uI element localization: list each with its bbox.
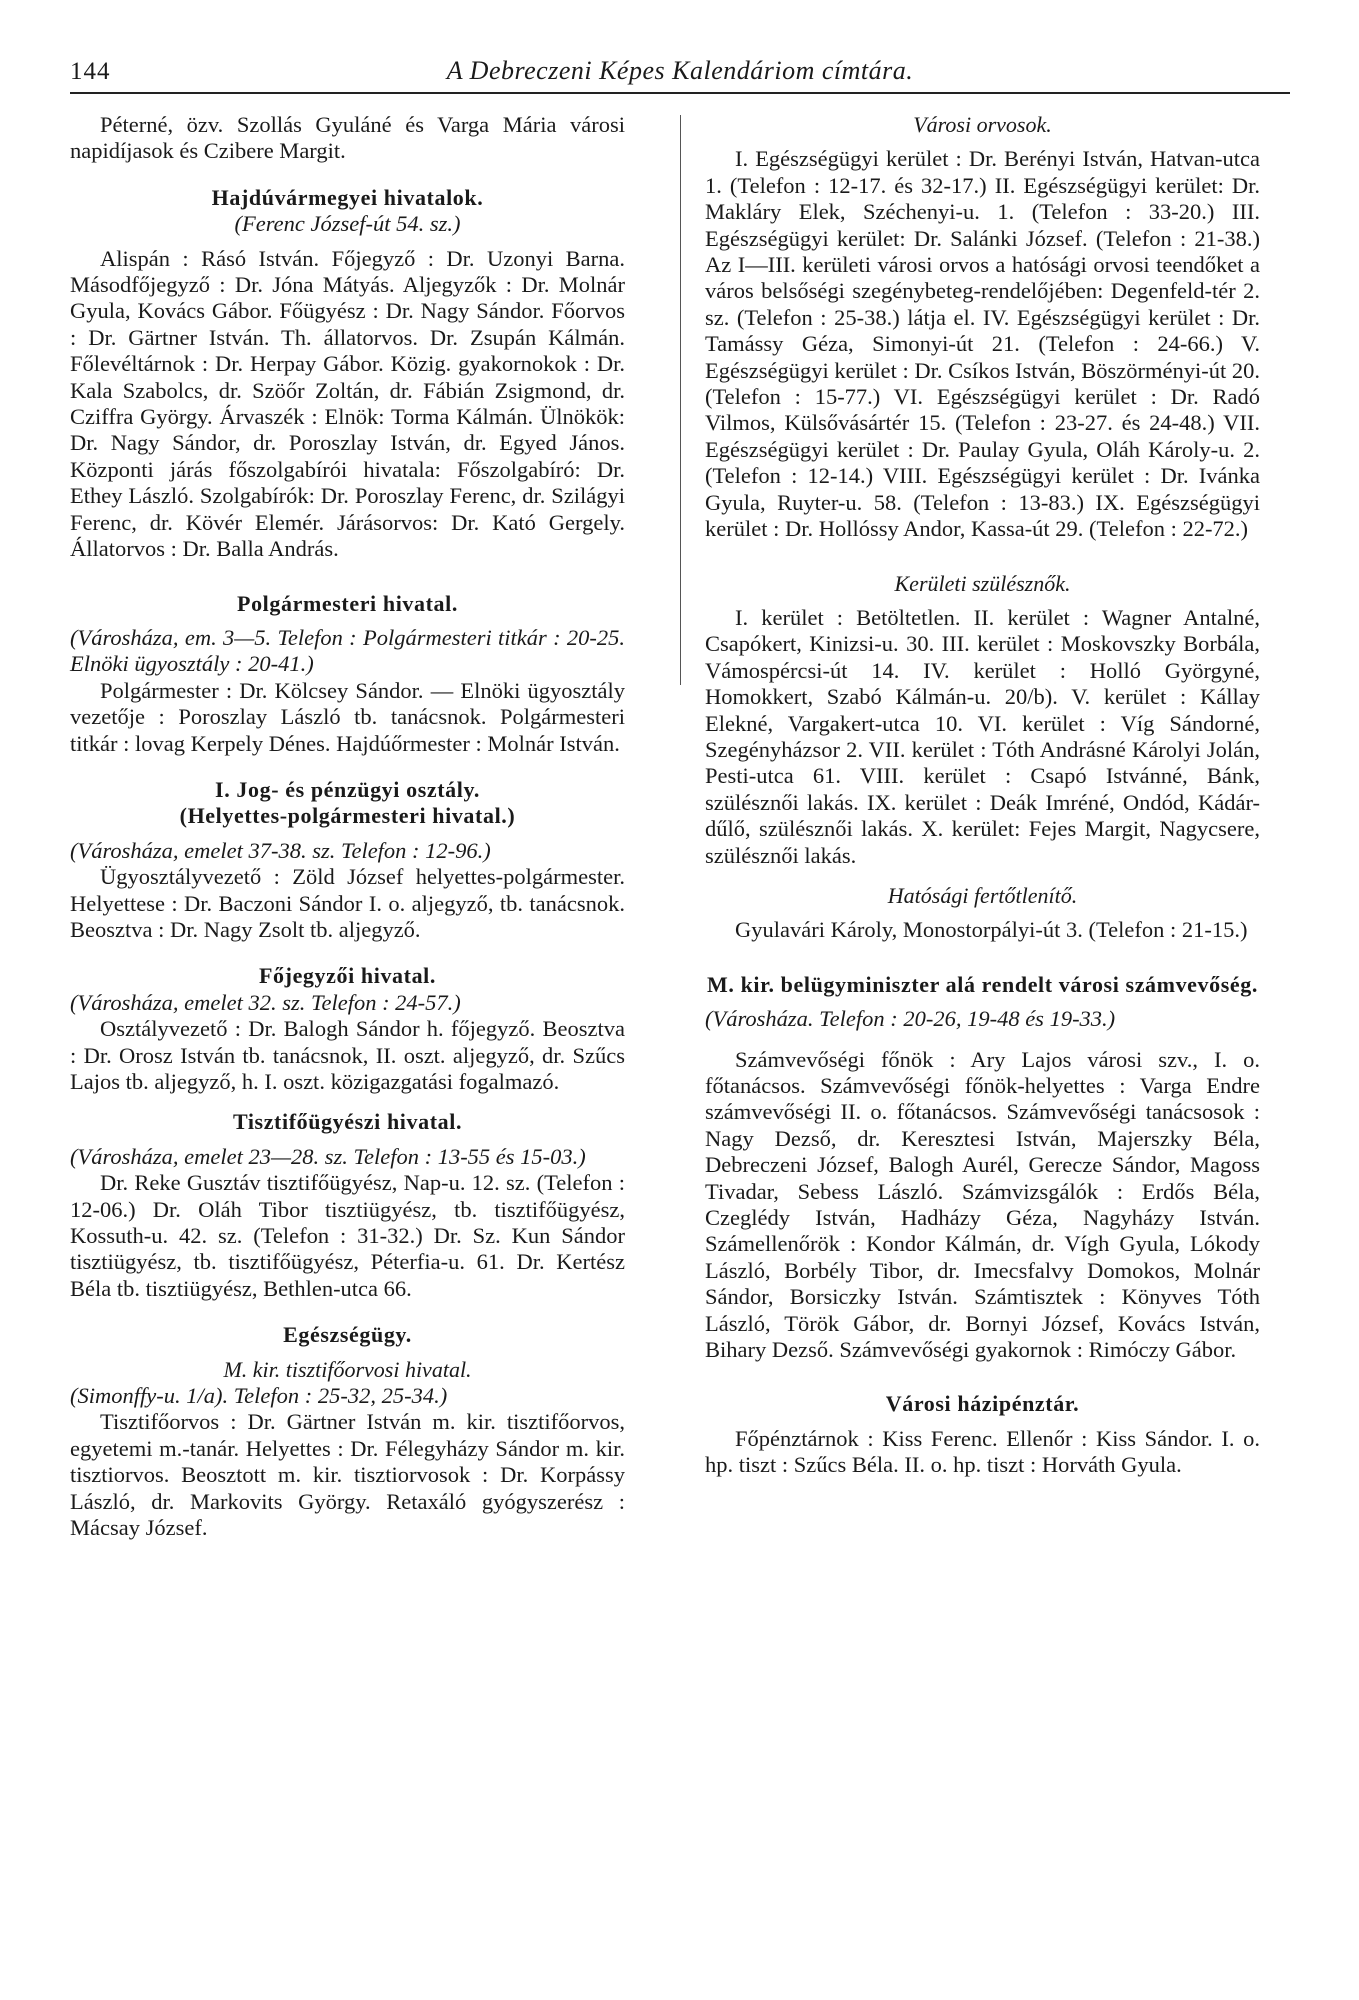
address-polgarmesteri: (Városháza, em. 3—5. Telefon : Polgármesteri titkár : 20-25. Elnöki ügyosztály : 20-41.): [70, 624, 625, 677]
header-rule: [70, 92, 1290, 94]
paragraph-fertotlenito: Gyulavári Károly, Monostorpályi-út 3. (Telefon : 21-15.): [735, 917, 1248, 943]
paragraph-hajdu: Alispán : Rásó István. Főjegyző : Dr. Uzonyi Barna. Másodfőjegyző : Dr. Jóna Mátyás. Aljegyzők : Dr. Molnár Gyula, Kovács Gábor. Főügyész : Dr. Nagy Sándor. Főorvos : Dr. Gärtner István. Th. állatorvos. Dr. Zsupán Kálmán. Főlevéltárnok : Dr. Herpay Gábor. Közig. gyakornokok : Dr. Kala Szabolcs, dr. Szöőr Zoltán, dr. Fábián Zsigmond, dr. Cziffra György. Árvaszék : Elnök: Torma Kálmán. Ülnökök: Dr. Nagy Sándor, dr. Poroszlay István, dr. Egyed János. Központi járás főszolgabírói hivatala: Főszolgabíró: Dr. Ethey László. Szolgabírók: Dr. Poroszlay Ferenc, dr. Szilágyi Ferenc, dr. Kövér Elemér. Járásorvos: Dr. Kató Gergely. Állatorvos : Dr. Balla András.: [70, 245, 625, 562]
address-fojegyzoi: (Városháza, emelet 32. sz. Telefon : 24-57.): [70, 989, 461, 1015]
address-tisztifougyeszi: (Városháza, emelet 23—28. sz. Telefon : 13-55 és 15-03.): [70, 1143, 586, 1169]
section-subheading-egeszsegugy: M. kir. tisztifőorvosi hivatal.: [223, 1356, 472, 1382]
section-heading-varosi-orvosok: Városi orvosok.: [913, 112, 1052, 137]
section-heading-szulesznok: Kerületi szülésznők.: [894, 570, 1071, 596]
paragraph-polgarmesteri: Polgármester : Dr. Kölcsey Sándor. — Elnöki ügyosztály vezetője : Poroszlay László tb. tanácsnok. Polgármesteri titkár : lovag Kerpely Dénes. Hajdúőrmester : Molnár István.: [70, 677, 625, 756]
paragraph-fojegyzoi: Osztályvezető : Dr. Balogh Sándor h. főjegyző. Beosztva : Dr. Orosz István tb. tanácsnok, II. oszt. aljegyző, dr. Szűcs Lajos tb. aljegyző, h. I. oszt. közigazgatási fogalmazó.: [70, 1016, 625, 1094]
section-heading-szamvevoseg: M. kir. belügyminiszter alá rendelt városi számvevőség.: [707, 971, 1258, 997]
section-heading-jog: I. Jog- és pénzügyi osztály.: [215, 776, 480, 802]
column-divider: [680, 115, 681, 685]
section-heading-hajdu: Hajdúvármegyei hivatalok.: [211, 184, 484, 210]
paragraph-hazipenztar: Főpénztárnok : Kiss Ferenc. Ellenőr : Kiss Sándor. I. o. hp. tiszt : Szűcs Béla. II. o. hp. tiszt : Horváth Gyula.: [705, 1425, 1260, 1478]
section-heading-polgarmesteri: Polgármesteri hivatal.: [237, 590, 458, 616]
section-heading-hazipenztar: Városi házipénztár.: [885, 1391, 1080, 1417]
section-heading-fojegyzoi: Főjegyzői hivatal.: [259, 963, 436, 989]
address-hajdu: (Ferenc József-út 54. sz.): [234, 211, 461, 237]
paragraph-szamvevoseg: Számvevőségi főnök : Ary Lajos városi szv., I. o. főtanácsos. Számvevőségi főnök-helyettes : Varga Endre számvevőségi II. o. főtanácsos. Számvevőségi tanácsosok : Nagy Dezső, dr. Keresztesi István, Majerszky Béla, Debreczeni József, Balogh Aurél, Gerecze Sándor, Magoss Tivadar, Sebess László. Számvizsgálók : Erdős Béla, Czeglédy István, Hadházy Géza, Nagyházy István. Számellenőrök : Kondor Kálmán, dr. Vígh Gyula, Lókody László, Borbély Tibor, dr. Imecsfalvy Domokos, Molnár Sándor, Borsiczky István. Számtisztek : Könyves Tóth László, Török Gábor, dr. Bornyi József, Kovács István, Bihary Dezső. Számvevőségi gyakornok : Rimóczy Gábor.: [705, 1046, 1260, 1363]
running-title: A Debreczeni Képes Kalendáriom címtára.: [446, 56, 914, 85]
section-heading-fertotlenito: Hatósági fertőtlenítő.: [887, 882, 1078, 908]
paragraph-jog: Ügyosztályvezető : Zöld József helyettes-polgármester. Helyettese : Dr. Baczoni Sándor I. o. aljegyző, tb. tanácsnok. Beosztva : Dr. Nagy Zsolt tb. aljegyző.: [70, 864, 625, 942]
page-header: [70, 52, 1290, 92]
section-subheading-jog: (Helyettes-polgármesteri hivatal.): [179, 803, 516, 829]
section-heading-tisztifougyeszi: Tisztifőügyészi hivatal.: [232, 1109, 463, 1135]
paragraph-egeszsegugy: Tisztifőorvos : Dr. Gärtner István m. kir. tisztifőorvos, egyetemi m.-tanár. Helyettes : Dr. Félegyházy Sándor m. kir. tisztiorvos. Beosztott m. kir. tisztiorvosok : Dr. Korpássy László, dr. Markovits György. Retaxáló gyógyszerész : Mácsay József.: [70, 1409, 625, 1541]
paragraph-tisztifougyeszi: Dr. Reke Gusztáv tisztifőügyész, Nap-u. 12. sz. (Telefon : 12-06.) Dr. Oláh Tibor tisztiügyész, tb. tisztifőügyész, Kossuth-u. 42. sz. (Telefon : 31-32.) Dr. Sz. Kun Sándor tisztiügyész, tb. tisztifőügyész, Péterfia-u. 61. Dr. Kertész Béla tb. tisztiügyész, Bethlen-utca 66.: [70, 1170, 625, 1301]
right-column: [705, 112, 1260, 1479]
address-jog: (Városháza, emelet 37-38. sz. Telefon : 12-96.): [70, 837, 491, 863]
paragraph-szulesznok: I. kerület : Betöltetlen. II. kerület : Wagner Antalné, Csapókert, Kinizsi-u. 30. III. kerület : Moskovszky Borbála, Vámospércsi-út 14. IV. kerület : Holló Györgyné, Homokkert, Szabó Kálmán-u. 20/b). V. kerület : Kállay Elekné, Vargakert-utca 10. VI. kerület : Víg Sándorné, Szegényházsor 2. VII. kerület : Tóth Andrásné Károlyi Jolán, Pesti-utca 61. VIII. kerület : Csapó Istvánné, Bánk, szülésznői lakás. IX. kerület : Deák Imréné, Ondód, Kádár-dűlő, szülésznői lakás. X. kerület: Fejes Margit, Nagycsere, szülésznői lakás.: [705, 604, 1260, 868]
section-heading-egeszsegugy: Egészségügy.: [283, 1322, 412, 1348]
address-szamvevoseg: (Városháza. Telefon : 20-26, 19-48 és 19-33.): [705, 1006, 1116, 1032]
paragraph-varosi-orvosok: I. Egészségügyi kerület : Dr. Berényi István, Hatvan-utca 1. (Telefon : 12-17. és 32-17.) II. Egészségügyi kerület: Dr. Makláry Elek, Széchenyi-u. 1. (Telefon : 33-20.) III. Egészségügyi kerület: Dr. Salánki József. (Telefon : 21-38.) Az I—III. kerületi városi orvos a hatósági orvosi teendőket a város belsőségi szegénybeteg-rendelőjében: Degenfeld-tér 2. sz. (Telefon : 25-38.) látja el. IV. Egészségügyi kerület : Dr. Tamássy Géza, Simonyi-út 21. (Telefon : 24-66.) V. Egészségügyi kerület : Dr. Csíkos István, Böszörményi-út 20. (Telefon : 15-77.) VI. Egészségügyi kerület : Dr. Radó Vilmos, Külsővásártér 15. (Telefon : 23-27. és 24-48.) VII. Egészségügyi kerület : Dr. Paulay Gyula, Oláh Károly-u. 2. (Telefon : 12-14.) VIII. Egészségügyi kerület : Dr. Ivánka Gyula, Ruyter-u. 58. (Telefon : 13-83.) IX. Egészségügyi kerület : Dr. Hollóssy Andor, Kassa-út 29. (Telefon : 22-72.): [705, 146, 1260, 542]
page-number: 144: [70, 58, 111, 85]
intro-paragraph: Péterné, özv. Szollás Gyuláné és Varga Mária városi napidíjasok és Czibere Margit.: [70, 112, 625, 164]
left-column: [70, 112, 625, 1542]
address-egeszsegugy: (Simonffy-u. 1/a). Telefon : 25-32, 25-34.): [70, 1383, 448, 1409]
